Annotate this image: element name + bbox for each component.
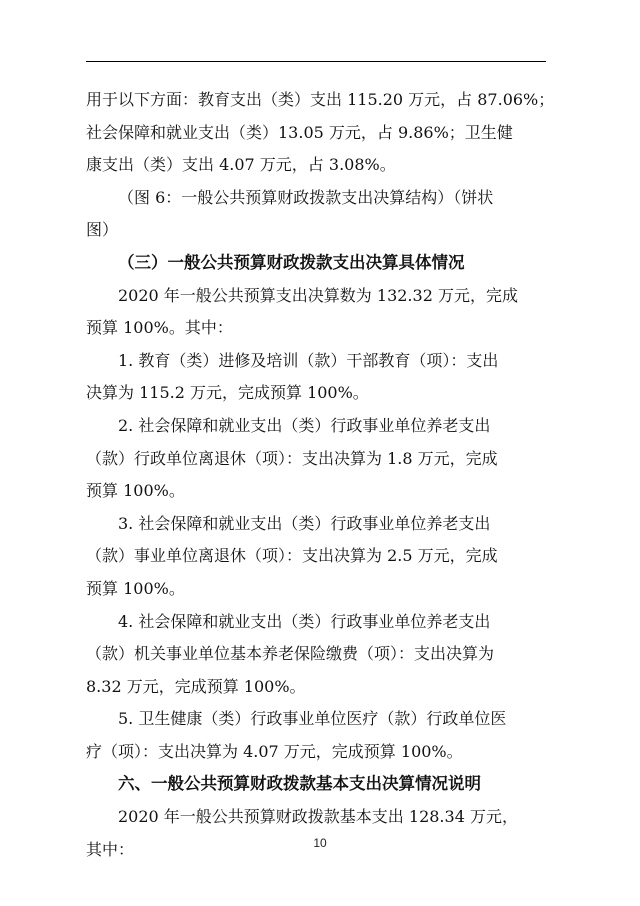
section-heading-6: 六、一般公共预算财政拨款基本支出决算情况说明 (118, 774, 481, 794)
figure-caption: （图 6：一般公共预算财政拨款支出决算结构）（饼状 (118, 187, 494, 207)
paragraph-line: 用于以下方面：教育支出（类）支出 115.20 万元，占 87.06%； (86, 90, 555, 109)
list-item-4-continued: 8.32 万元，完成预算 100%。 (86, 676, 306, 696)
list-item-3-continued: （款）事业单位离退休（项）：支出决算为 2.5 万元，完成 (86, 546, 498, 566)
figure-caption-continued: 图） (86, 220, 119, 240)
paragraph-line: 康支出（类）支出 4.07 万元，占 3.08%。 (86, 155, 396, 175)
list-item-3-continued: 预算 100%。 (86, 578, 185, 598)
list-item-4: 4. 社会保障和就业支出（类）行政事业单位养老支出 (118, 611, 491, 631)
paragraph-line: 预算 100%。其中： (86, 318, 233, 338)
section-heading-3: （三）一般公共预算财政拨款支出决算具体情况 (118, 252, 465, 272)
paragraph-line: 2020 年一般公共预算支出决算数为 132.32 万元，完成 (118, 285, 518, 305)
document-body (86, 84, 555, 866)
list-item-2-continued: （款）行政单位离退休（项）：支出决算为 1.8 万元，完成 (86, 448, 498, 468)
list-item-5-continued: 疗（项）：支出决算为 4.07 万元，完成预算 100%。 (86, 741, 463, 761)
page-number: 10 (313, 836, 327, 850)
header-rule (86, 61, 546, 62)
list-item-1: 1. 教育（类）进修及培训（款）干部教育（项）：支出 (118, 350, 499, 370)
list-item-2: 2. 社会保障和就业支出（类）行政事业单位养老支出 (118, 415, 491, 435)
paragraph-line: 社会保障和就业支出（类）13.05 万元，占 9.86%；卫生健 (86, 122, 513, 142)
paragraph-line: 2020 年一般公共预算财政拨款基本支出 128.34 万元， (118, 807, 518, 827)
paragraph-line: 其中： (86, 839, 135, 859)
list-item-4-continued: （款）机关事业单位基本养老保险缴费（项）：支出决算为 (86, 644, 495, 664)
list-item-1-continued: 决算为 115.2 万元，完成预算 100%。 (86, 383, 369, 403)
list-item-3: 3. 社会保障和就业支出（类）行政事业单位养老支出 (118, 513, 491, 533)
list-item-2-continued: 预算 100%。 (86, 481, 185, 501)
list-item-5: 5. 卫生健康（类）行政事业单位医疗（款）行政单位医 (118, 709, 507, 729)
